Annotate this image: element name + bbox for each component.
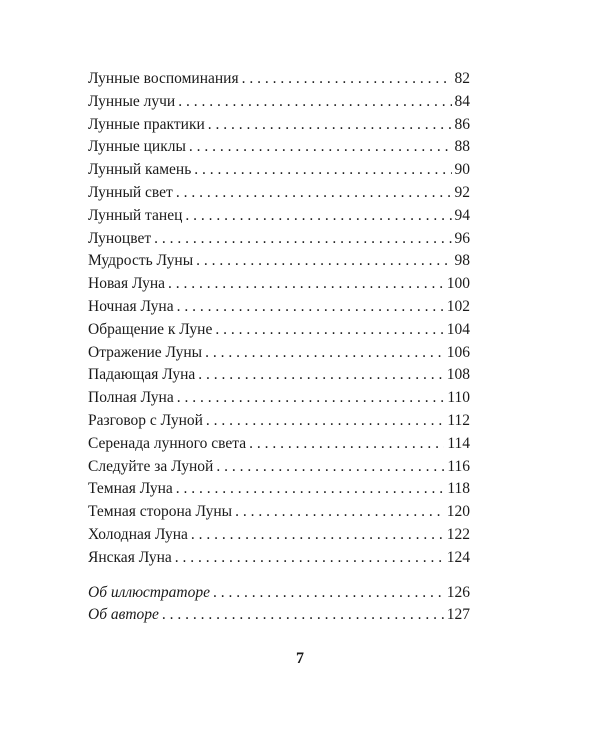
dot-leader (176, 182, 452, 205)
toc-entry-page: 120 (446, 503, 470, 521)
dot-leader (168, 273, 444, 296)
toc-entry-page: 82 (454, 70, 470, 87)
toc-entry-page: 92 (454, 183, 470, 201)
dot-leader (208, 114, 452, 137)
toc-entry (88, 91, 470, 114)
dot-leader (191, 524, 444, 547)
toc-entry-page: 116 (447, 457, 470, 475)
toc-entry (88, 364, 470, 387)
toc-entry (88, 547, 470, 570)
toc-entries (88, 68, 470, 570)
toc-entry-title: Лунный свет (88, 183, 173, 201)
toc-entry-title: Лунные лучи (88, 92, 176, 110)
toc-entry-title: Темная сторона Луны (88, 503, 233, 521)
toc-entry-page: 90 (454, 161, 470, 179)
toc-entry (88, 582, 470, 605)
toc-back-matter (88, 582, 470, 628)
toc-entry (88, 250, 470, 273)
dot-leader (205, 342, 444, 365)
dot-leader (213, 582, 444, 605)
dot-leader (215, 319, 443, 342)
toc-entry-page: 100 (446, 275, 470, 293)
toc-entry-page: 88 (454, 138, 470, 156)
toc-entry (88, 159, 470, 182)
dot-leader (249, 433, 444, 456)
toc-entry-page: 102 (446, 297, 470, 315)
dot-leader (198, 364, 443, 387)
dot-leader (175, 547, 444, 570)
dot-leader (177, 296, 444, 319)
toc-entry (88, 410, 470, 433)
toc-entry (88, 478, 470, 501)
toc-entry-page: 112 (447, 411, 470, 429)
toc-entry-page: 122 (446, 525, 470, 543)
toc-entry-title: Отражение Луны (88, 343, 203, 361)
dot-leader (216, 456, 444, 479)
toc-entry (88, 114, 470, 137)
dot-leader (154, 228, 451, 251)
dot-leader (177, 387, 445, 410)
dot-leader (185, 205, 451, 228)
toc-entry-title: Обращение к Луне (88, 320, 213, 338)
toc-entry-title: Ночная Луна (88, 297, 174, 315)
toc-entry (88, 501, 470, 524)
toc-entry-title: Следуйте за Луной (88, 457, 214, 475)
toc-entry (88, 319, 470, 342)
toc-entry (88, 228, 470, 251)
toc-entry-title: Об авторе (88, 606, 159, 624)
toc-entry-page: 96 (454, 229, 470, 247)
toc-entry-title: Полная Луна (88, 389, 174, 407)
toc-entry-title: Лунный танец (88, 206, 183, 224)
toc-entry-title: Темная Луна (88, 480, 173, 498)
page-number: 7 (296, 650, 304, 667)
toc-entry (88, 433, 470, 456)
toc-entry-page: 94 (454, 206, 470, 224)
dot-leader (196, 250, 451, 273)
toc-entry-title: Серенада лунного света (88, 434, 247, 452)
toc-entry (88, 604, 470, 627)
toc-entry-title: Об иллюстраторе (88, 583, 211, 601)
dot-leader (176, 478, 445, 501)
toc-entry-title: Падающая Луна (88, 366, 196, 384)
toc-entry-page: 86 (454, 115, 470, 133)
toc-entry-page: 118 (447, 480, 470, 498)
dot-leader (235, 501, 444, 524)
toc-entry (88, 273, 470, 296)
toc-entry-title: Лунный камень (88, 161, 192, 179)
toc-entry-title: Холодная Луна (88, 525, 188, 543)
toc-entry-page: 124 (446, 548, 470, 566)
toc-entry-page: 127 (446, 606, 470, 624)
toc-entry-title: Мудрость Луны (88, 252, 194, 270)
toc-entry (88, 205, 470, 228)
toc-entry-title: Луноцвет (88, 229, 152, 247)
dot-leader (178, 91, 451, 114)
dot-leader (206, 410, 444, 433)
toc-entry (88, 136, 470, 159)
toc-entry-title: Лунные практики (88, 115, 205, 133)
toc-entry-page: 114 (447, 434, 470, 452)
toc-entry-page: 110 (447, 389, 470, 407)
toc-gap (88, 570, 470, 582)
dot-leader (162, 604, 444, 627)
toc-entry-title: Лунные воспоминания (88, 70, 239, 87)
toc-entry-title: Разговор с Луной (88, 411, 203, 429)
toc-entry-title: Лунные циклы (88, 138, 186, 156)
dot-leader (189, 136, 452, 159)
toc-entry (88, 387, 470, 410)
dot-leader (242, 68, 452, 91)
toc-entry-title: Янская Луна (88, 548, 172, 566)
toc-entry (88, 182, 470, 205)
toc-entry-page: 126 (446, 583, 470, 601)
toc-entry-title: Новая Луна (88, 275, 165, 293)
toc-entry (88, 342, 470, 365)
toc-entry (88, 456, 470, 479)
dot-leader (194, 159, 451, 182)
toc-entry-page: 98 (454, 252, 470, 270)
toc-entry-page: 104 (446, 320, 470, 338)
toc-entry (88, 524, 470, 547)
toc-entry-page: 108 (446, 366, 470, 384)
toc-entry (88, 296, 470, 319)
toc-entry-page: 106 (446, 343, 470, 361)
toc-entry-page: 84 (454, 92, 470, 110)
toc-entry (88, 68, 470, 91)
table-of-contents (88, 68, 470, 627)
